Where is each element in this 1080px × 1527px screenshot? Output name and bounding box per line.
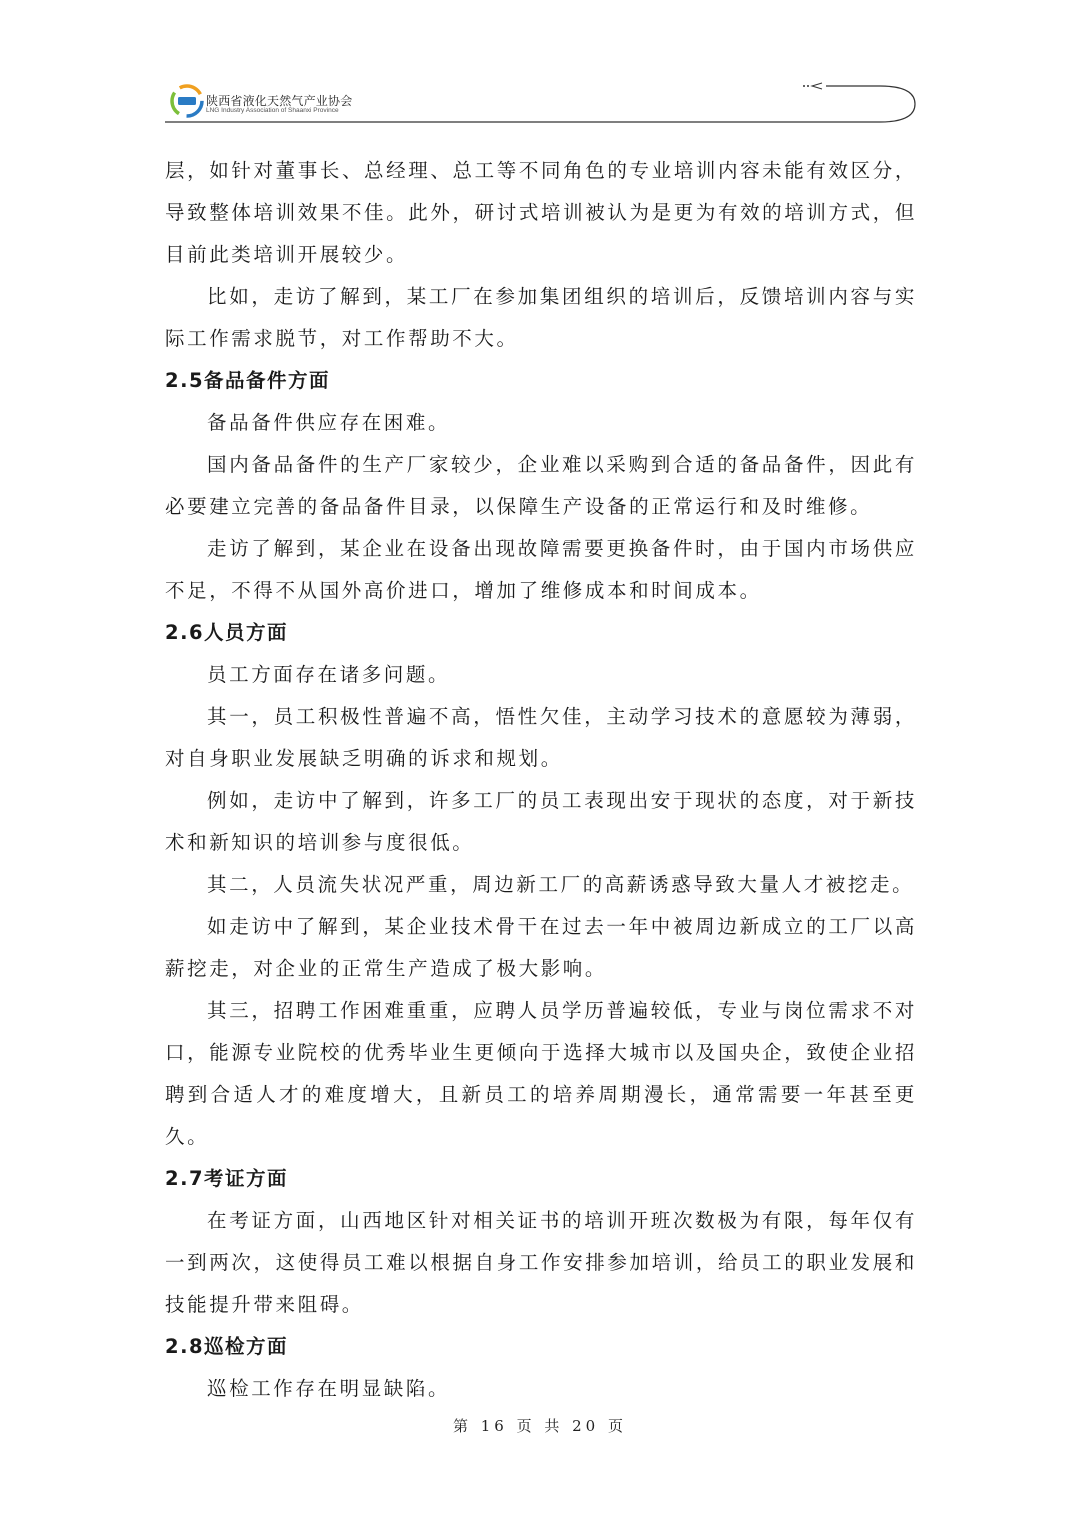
paragraph: 比如，走访了解到，某工厂在参加集团组织的培训后，反馈培训内容与实际工作需求脱节，对工作帮助不大。 <box>165 285 917 350</box>
paragraph: 例如，走访中了解到，许多工厂的员工表现出安于现状的态度，对于新技术和新知识的培训参与度很低。 <box>165 789 917 854</box>
page-number: 第 16 页 共 20 页 <box>452 1417 627 1435</box>
page-body <box>165 150 917 1410</box>
paragraph: 员工方面存在诸多问题。 <box>207 663 451 686</box>
section-heading-2-7: 2.7考证方面 <box>165 1167 289 1190</box>
section-heading-2-8: 2.8巡检方面 <box>165 1335 289 1358</box>
paragraph: 其二，人员流失状况严重，周边新工厂的高薪诱惑导致大量人才被挖走。 <box>207 873 915 896</box>
association-logo-icon <box>170 84 204 118</box>
paragraph: 层，如针对董事长、总经理、总工等不同角色的专业培训内容未能有效区分，导致整体培训效果不佳。此外，研讨式培训被认为是更为有效的培训方式，但目前此类培训开展较少。 <box>165 159 917 266</box>
org-name-en: LNG Industry Association of Shaanxi Province <box>206 107 339 114</box>
paragraph: 备品备件供应存在困难。 <box>207 411 451 434</box>
paragraph: 其一，员工积极性普遍不高，悟性欠佳，主动学习技术的意愿较为薄弱，对自身职业发展缺乏明确的诉求和规划。 <box>165 705 917 770</box>
paragraph: 国内备品备件的生产厂家较少，企业难以采购到合适的备品备件，因此有必要建立完善的备品备件目录，以保障生产设备的正常运行和及时维修。 <box>165 453 917 518</box>
paragraph: 走访了解到，某企业在设备出现故障需要更换备件时，由于国内市场供应不足，不得不从国外高价进口，增加了维修成本和时间成本。 <box>165 537 917 602</box>
org-name-cn: 陕西省液化天然气产业协会 <box>206 94 353 108</box>
section-heading-2-6: 2.6人员方面 <box>165 621 289 644</box>
paragraph: 在考证方面，山西地区针对相关证书的培训开班次数极为有限，每年仅有一到两次，这使得员工难以根据自身工作安排参加培训，给员工的职业发展和技能提升带来阻碍。 <box>165 1209 917 1316</box>
paragraph: 如走访中了解到，某企业技术骨干在过去一年中被周边新成立的工厂以高薪挖走，对企业的正常生产造成了极大影响。 <box>165 915 917 980</box>
page-header <box>0 0 1080 140</box>
paragraph: 巡检工作存在明显缺陷。 <box>207 1377 451 1400</box>
header-rule-line <box>0 0 1080 140</box>
paragraph: 其三，招聘工作困难重重，应聘人员学历普遍较低，专业与岗位需求不对口，能源专业院校的优秀毕业生更倾向于选择大城市以及国央企，致使企业招聘到合适人才的难度增大，且新员工的培养周期漫长，通常需要一年甚至更久。 <box>165 999 917 1148</box>
section-heading-2-5: 2.5备品备件方面 <box>165 369 331 392</box>
